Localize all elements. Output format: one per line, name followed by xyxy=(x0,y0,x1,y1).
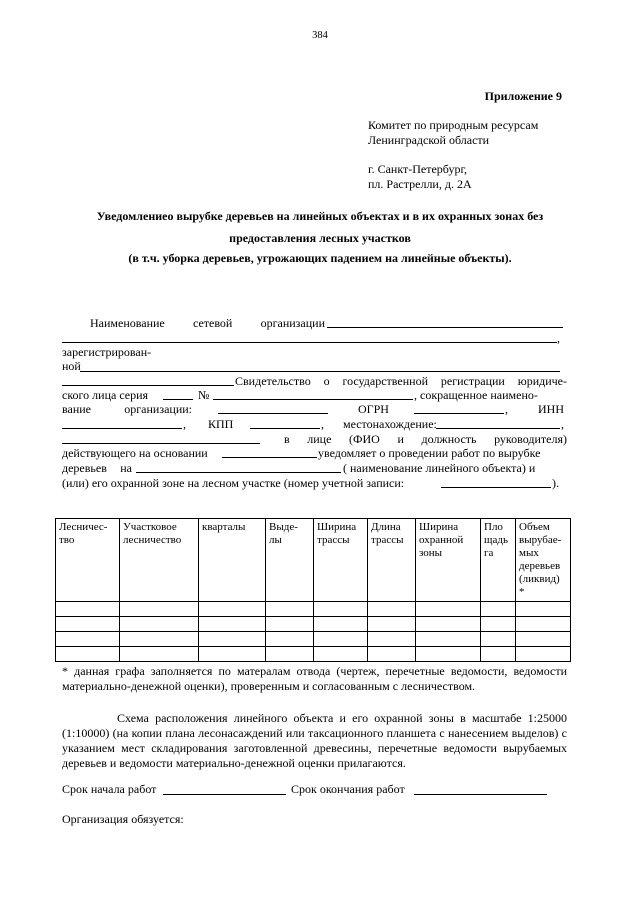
number-sign: № xyxy=(198,388,210,402)
header-route-length: Длина трассы xyxy=(368,519,416,602)
table-cell[interactable] xyxy=(199,617,266,632)
table-cell[interactable] xyxy=(516,617,571,632)
table-cell[interactable] xyxy=(416,632,481,647)
trees-on-label: деревьев на xyxy=(62,461,132,475)
kpp-label: КПП xyxy=(208,417,234,431)
cert-label: Свидетельство о государственной регистрации юридиче- xyxy=(235,374,567,388)
table-cell[interactable] xyxy=(368,617,416,632)
table-cell[interactable] xyxy=(481,647,516,662)
scheme-paragraph: Схема расположения линейного объекта и его охранной зоны в масштабе 1:25000 (1:10000) (на копии плана лесонасаждений или таксационного планшета с нанесением выделов) с указанием мест складирования заготовленной древесины, перечетные ведомости вырубаемых деревьев и ведомости материально-денежной оценки прилагаются. xyxy=(62,711,567,770)
kpp-field[interactable] xyxy=(250,428,320,429)
table-cell[interactable] xyxy=(266,647,314,662)
comma: , xyxy=(561,417,564,431)
table-cell[interactable] xyxy=(314,602,368,617)
object-name-label: ( наименование линейного объекта) и xyxy=(343,461,536,475)
header-district-forestry: Участковое лесничество xyxy=(120,519,199,602)
location-field[interactable] xyxy=(436,428,560,429)
table-cell[interactable] xyxy=(56,647,120,662)
inn-field[interactable] xyxy=(62,428,182,429)
table-cell[interactable] xyxy=(481,632,516,647)
inn-label: ИНН xyxy=(538,402,564,416)
registration-field[interactable] xyxy=(62,385,234,386)
table-cell[interactable] xyxy=(314,617,368,632)
series-field[interactable] xyxy=(163,399,193,400)
ogrn-field[interactable] xyxy=(414,413,504,414)
table-cell[interactable] xyxy=(56,617,120,632)
recipient-line2: Ленинградской области xyxy=(368,133,490,147)
table-cell[interactable] xyxy=(120,617,199,632)
table-cell[interactable] xyxy=(120,647,199,662)
header-forestry: Лесничес-тво xyxy=(56,519,120,602)
header-volume: Объем вырубае-мых деревьев (ликвид) * xyxy=(516,519,571,602)
table-cell[interactable] xyxy=(416,602,481,617)
header-allotments: Выде-лы xyxy=(266,519,314,602)
title-line2: предоставления лесных участков xyxy=(229,231,411,245)
acting-label: действующего на основании xyxy=(62,446,208,460)
table-cell[interactable] xyxy=(314,632,368,647)
ogrn-label: ОГРН xyxy=(358,402,389,416)
table-cell[interactable] xyxy=(314,647,368,662)
table-cell[interactable] xyxy=(516,632,571,647)
start-date-field[interactable] xyxy=(163,794,286,795)
table-cell[interactable] xyxy=(56,602,120,617)
table-cell[interactable] xyxy=(368,602,416,617)
table-cell[interactable] xyxy=(120,602,199,617)
header-area: Пло щадь га xyxy=(481,519,516,602)
object-field[interactable] xyxy=(136,472,341,473)
registered-field[interactable] xyxy=(80,371,560,372)
comma: , xyxy=(557,331,560,345)
table-cell[interactable] xyxy=(368,632,416,647)
zone-label: (или) его охранной зоне на лесном участке (номер учетной записи: xyxy=(62,476,405,490)
table-cell[interactable] xyxy=(199,602,266,617)
table-cell[interactable] xyxy=(368,647,416,662)
end-date-field[interactable] xyxy=(414,794,547,795)
table-row xyxy=(56,647,571,662)
person-label: в лице (ФИО и должность руководителя) xyxy=(284,432,567,446)
table-cell[interactable] xyxy=(266,632,314,647)
table-row xyxy=(56,602,571,617)
location-field-2[interactable] xyxy=(62,443,260,444)
start-date-label: Срок начала работ xyxy=(62,782,157,796)
table-cell[interactable] xyxy=(416,617,481,632)
record-number-field[interactable] xyxy=(441,487,551,488)
table-cell[interactable] xyxy=(199,647,266,662)
table-row xyxy=(56,617,571,632)
org-name-field[interactable] xyxy=(327,327,563,328)
location-label: местонахождение: xyxy=(343,417,437,431)
comma: , xyxy=(321,417,324,431)
name-of-label: вание организации: xyxy=(62,402,192,416)
end-date-label: Срок окончания работ xyxy=(291,782,405,796)
forest-table xyxy=(55,518,571,662)
title-line1: Уведомлениео вырубке деревьев на линейных объектах и в их охранных зонах без xyxy=(96,209,544,223)
recipient-line1: Комитет по природным ресурсам xyxy=(368,118,539,132)
table-cell[interactable] xyxy=(416,647,481,662)
table-cell[interactable] xyxy=(266,617,314,632)
table-cell[interactable] xyxy=(56,632,120,647)
close-paren: ). xyxy=(552,476,559,490)
org-name-label: Наименование сетевой организации xyxy=(90,316,325,330)
comma: , xyxy=(183,417,186,431)
obligations-label: Организация обязуется: xyxy=(62,812,184,826)
title-line3: (в т.ч. уборка деревьев, угрожающих падением на линейные объекты). xyxy=(128,251,512,265)
name-field[interactable] xyxy=(218,413,328,414)
registered-label: зарегистрирован- xyxy=(62,345,152,359)
table-cell[interactable] xyxy=(516,647,571,662)
recipient-line4: пл. Растрелли, д. 2А xyxy=(368,177,472,191)
registered-label-2: ной xyxy=(62,359,81,373)
table-cell[interactable] xyxy=(516,602,571,617)
table-header-row xyxy=(56,519,571,602)
table-cell[interactable] xyxy=(199,632,266,647)
header-quarters: кварталы xyxy=(199,519,266,602)
appendix-label: Приложение 9 xyxy=(484,89,562,103)
footnote: * данная графа заполняется по матералам отвода (чертеж, перечетные ведомости, ведомости материально-денежной оценки), проверенным и согласованным с лесничеством. xyxy=(62,664,567,693)
table-row xyxy=(56,632,571,647)
org-name-field-2[interactable] xyxy=(62,342,557,343)
table-cell[interactable] xyxy=(120,632,199,647)
short-name-label: , сокращенное наимено- xyxy=(414,388,538,402)
header-zone-width: Ширина охранной зоны xyxy=(416,519,481,602)
page-number: 384 xyxy=(312,30,328,41)
series-label: ского лица серия xyxy=(62,388,149,402)
table-cell[interactable] xyxy=(481,617,516,632)
notifies-label: уведомляет о проведении работ по вырубке xyxy=(318,446,541,460)
recipient-line3: г. Санкт-Петербург, xyxy=(368,162,468,176)
acting-field[interactable] xyxy=(222,457,317,458)
table-cell[interactable] xyxy=(481,602,516,617)
table-cell[interactable] xyxy=(266,602,314,617)
header-route-width: Ширина трассы xyxy=(314,519,368,602)
comma: , xyxy=(505,402,508,416)
number-field[interactable] xyxy=(213,399,413,400)
